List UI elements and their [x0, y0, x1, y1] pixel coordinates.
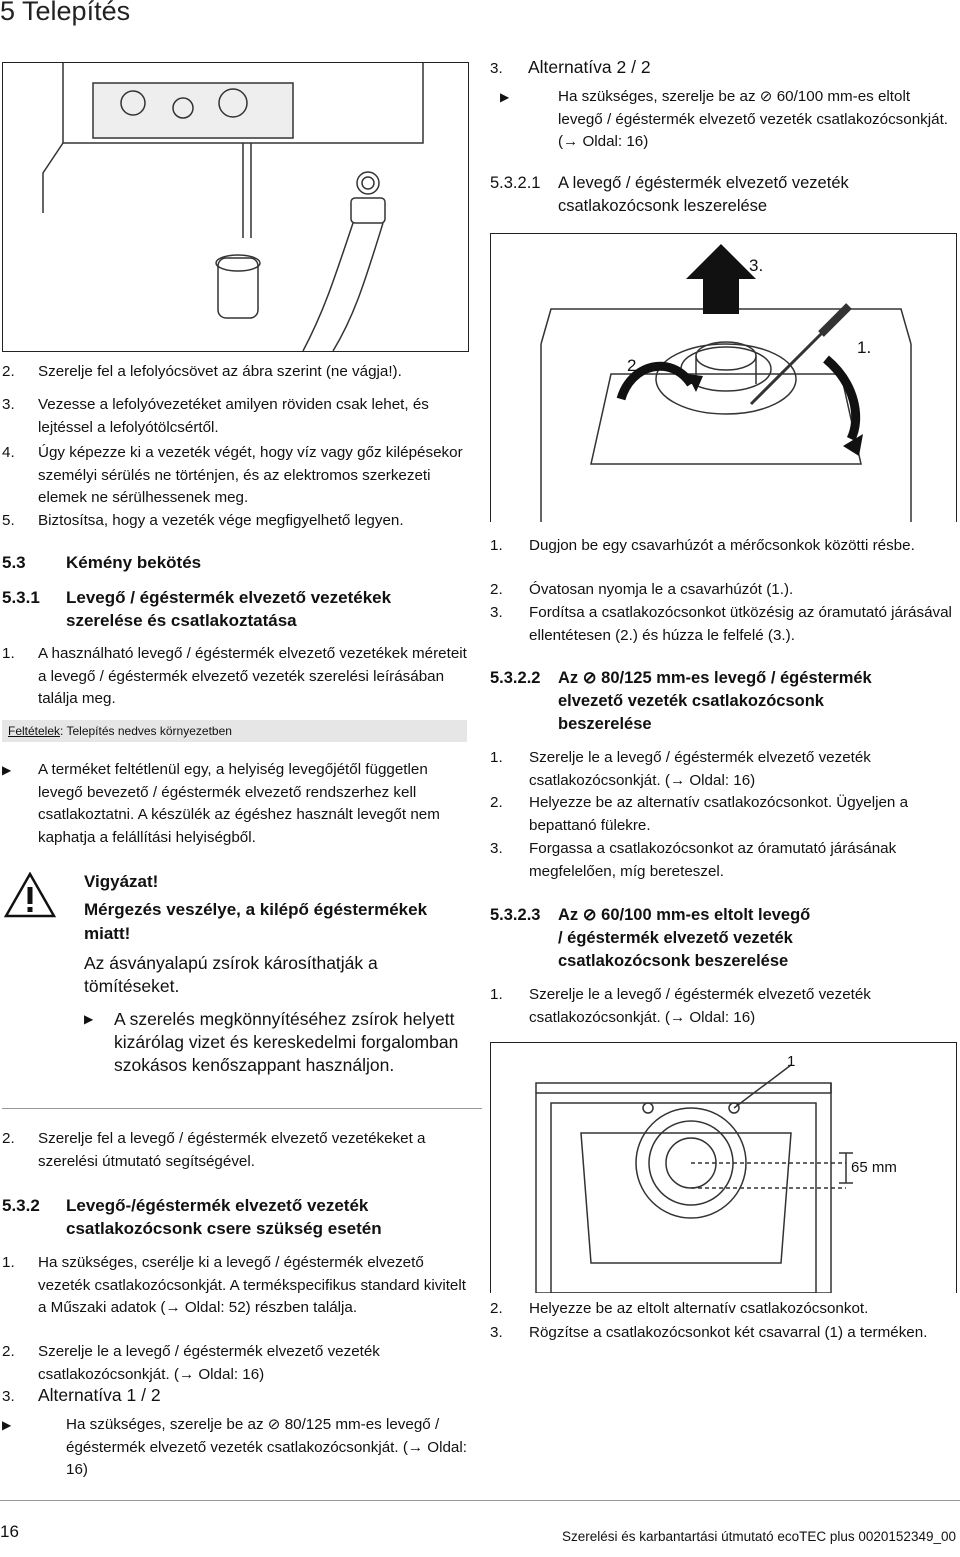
triangle-bullet-icon: ▶: [2, 763, 12, 777]
bullet-item: ▶ Ha szükséges, szerelje be az ⊘ 80/125 mm-es levegő / égéstermék elvezető vezeték csatlakozócsonkját. (→ Oldal: 16): [2, 1416, 467, 1478]
triangle-bullet-icon: ▶: [2, 1418, 12, 1432]
warning-body: Az ásványalapú zsírok károsíthatják a tömítéseket.: [84, 953, 378, 996]
section-5-3-2-3-heading: 5.3.2.3 Az ⊘ 60/100 mm-es eltolt levegő / égéstermék elvezető vezeték csatlakozócsonk beszerelése: [490, 906, 811, 970]
section-5-3-2-heading: 5.3.2 Levegő-/égéstermék elvezető vezeték csatlakozócsonk csere szükség esetén: [2, 1196, 382, 1238]
list-item: 4. Úgy képezze ki a vezeték végét, hogy víz vagy gőz kilépésekor személyi sérülés ne történjen, és az elektromos szerkezeti elemek ne sérülhessenek meg.: [2, 444, 463, 506]
triangle-bullet-icon: ▶: [84, 1012, 94, 1026]
warning-triangle-icon: [4, 872, 56, 918]
warning-title: Vigyázat!: [84, 872, 159, 891]
list-item: 2. Helyezze be az eltolt alternatív csatlakozócsonkot.: [490, 1300, 869, 1317]
warning-bullet: ▶ A szerelés megkönnyítéséhez zsírok helyett kizárólag vizet és kereskedelmi forgalomban szokásos kenőszappant használjon.: [84, 1009, 459, 1075]
list-item: 5. Biztosítsa, hogy a vezeték vége megfigyelhető legyen.: [2, 512, 404, 529]
warning-subtitle: Mérgezés veszélye, a kilépő égéstermékek miatt!: [84, 900, 428, 943]
triangle-bullet-icon: ▶: [500, 90, 510, 104]
page-number: 16: [0, 1522, 19, 1541]
drain-pipe-illustration: [3, 63, 468, 351]
list-item: 1. Szerelje le a levegő / égéstermék elvezető vezeték csatlakozócsonkját. (→ Oldal: 16): [490, 986, 871, 1026]
figure-label-3: 3.: [749, 256, 764, 275]
list-item: 1. Szerelje le a levegő / égéstermék elvezető vezeték csatlakozócsonkját. (→ Oldal: 16): [490, 749, 871, 789]
section-5-3-heading: 5.3 Kémény bekötés: [2, 553, 202, 572]
figure-offset-connector: [490, 1042, 957, 1293]
list-item: 3. Rögzítse a csatlakozócsonkot két csavarral (1) a terméken.: [490, 1324, 928, 1341]
list-item: 2. Szerelje fel a levegő / égéstermék elvezető vezetékeket a szerelési útmutató segítségével.: [2, 1130, 426, 1170]
divider: [2, 1108, 482, 1109]
list-item: 3. Vezesse a lefolyóvezetéket amilyen röviden csak lehet, és lejtéssel a lefolyótölcsértől.: [2, 396, 429, 436]
alternative-2-title: Alternatíva 2 / 2: [528, 57, 651, 77]
list-item: 2. Szerelje fel a lefolyócsövet az ábra szerint (ne vágja!).: [2, 363, 402, 380]
list-item: 2. Óvatosan nyomja le a csavarhúzót (1.).: [490, 581, 794, 598]
warning-block: [2, 866, 467, 1096]
list-item: 3. Fordítsa a csatlakozócsonkot ütközésig az óramutató járásával ellentétesen (2.) és húzza le felfelé (3.).: [490, 604, 952, 644]
footer-doc-title: Szerelési és karbantartási útmutató ecoTEC plus 0020152349_00: [562, 1529, 956, 1544]
figure-label-2: 2.: [627, 356, 642, 375]
list-item: 1. Ha szükséges, cserélje ki a levegő / égéstermék elvezető vezeték csatlakozócsonkját. A termékspecifikus standard kivitelt a Műszaki adatok (→ Oldal: 52) részben találja.: [2, 1254, 466, 1316]
alternative-1-title: Alternatíva 1 / 2: [38, 1385, 161, 1405]
footer-divider: [0, 1500, 960, 1501]
list-item: 2. Szerelje le a levegő / égéstermék elvezető vezeték csatlakozócsonkját. (→ Oldal: 16): [2, 1343, 380, 1383]
figure-connector-removal: [490, 233, 957, 522]
list-item: 1. Dugjon be egy csavarhúzót a mérőcsonkok közötti résbe.: [490, 537, 915, 554]
section-5-3-2-1-heading: 5.3.2.1 A levegő / égéstermék elvezető vezeték csatlakozócsonk leszerelése: [490, 174, 849, 215]
figure-label-1: 1.: [857, 338, 872, 357]
figure-label-1: 1: [787, 1053, 796, 1070]
page-header-title: 5 Telepítés: [0, 0, 131, 26]
section-5-3-2-2-heading: 5.3.2.2 Az ⊘ 80/125 mm-es levegő / égéstermék elvezető vezeték csatlakozócsonk beszerelése: [490, 669, 872, 733]
bullet-item: ▶ A terméket feltétlenül egy, a helyiség levegőjétől független levegő bevezető / égéstermék elvezető rendszerhez kell csatlakoztatni. A készülék az égéshez használt levegőt nem kaphatja a felállítási helyiségből.: [2, 761, 440, 846]
condition-bar: Feltételek: Telepítés nedves környezetben: [2, 720, 467, 742]
dimension-label: 65 mm: [851, 1159, 897, 1176]
section-5-3-1-heading: 5.3.1 Levegő / égéstermék elvezető vezetékek szerelése és csatlakoztatása: [2, 588, 392, 630]
connector-removal-illustration: [491, 234, 956, 522]
bullet-item: ▶ Ha szükséges, szerelje be az ⊘ 60/100 mm-es eltolt levegő / égéstermék elvezető vezeték csatlakozócsonkját. (→ Oldal: 16): [500, 88, 949, 150]
figure-drain-pipe: [2, 62, 469, 352]
list-item: 1. A használható levegő / égéstermék elvezető vezetékek méreteit a levegő / égéstermék elvezető vezeték szerelési leírásában találja meg.: [2, 645, 467, 707]
list-item: 3. Forgassa a csatlakozócsonkot az óramutató járásának megfelelően, míg bereteszel.: [490, 840, 897, 880]
list-item: 2. Helyezze be az alternatív csatlakozócsonkot. Ügyeljen a bepattanó fülekre.: [490, 794, 909, 834]
